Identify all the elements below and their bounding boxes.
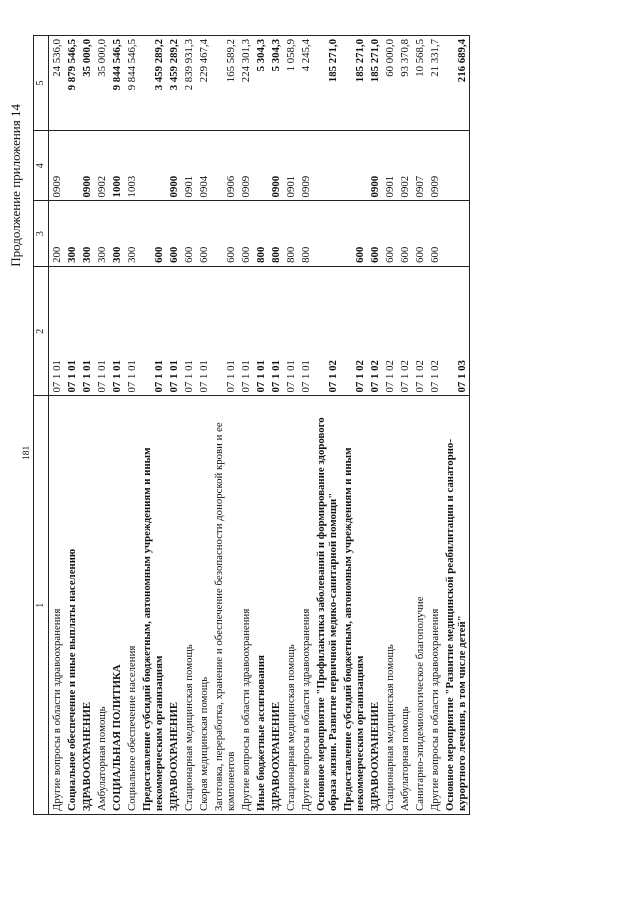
amount-cell: 10 568,5: [412, 36, 427, 131]
row-name-cell: Стационарная медицинская помощь: [382, 396, 397, 815]
target-article-cell: 07 1 01: [298, 266, 313, 396]
table-row: [109, 36, 124, 815]
amount-cell: 4 245,4: [298, 36, 313, 131]
row-name-cell: Иные бюджетные ассигнования: [253, 396, 268, 815]
table-row: [253, 36, 268, 815]
target-article-cell: 07 1 01: [268, 266, 283, 396]
budget-table: [33, 35, 470, 815]
target-article-cell: 07 1 01: [49, 266, 65, 396]
expense-type-cell: 800: [298, 201, 313, 266]
table-row: [427, 36, 442, 815]
amount-cell: 1 058,9: [283, 36, 298, 131]
table-row: [64, 36, 79, 815]
row-name-cell: Социальное обеспечение населения: [124, 396, 139, 815]
table-row: [313, 36, 340, 815]
section-cell: [253, 131, 268, 201]
expense-type-cell: 600: [196, 201, 211, 266]
row-name-cell: Социальное обеспечение и иные выплаты населению: [64, 396, 79, 815]
amount-cell: 2 839 931,3: [181, 36, 196, 131]
table-body: [49, 36, 470, 815]
target-article-cell: 07 1 01: [109, 266, 124, 396]
row-name-cell: Стационарная медицинская помощь: [283, 396, 298, 815]
appendix-label: Продолжение приложения 14: [8, 104, 23, 267]
table-row: [367, 36, 382, 815]
row-name-cell: Скорая медицинская помощь: [196, 396, 211, 815]
section-cell: 0901: [382, 131, 397, 201]
target-article-cell: 07 1 02: [412, 266, 427, 396]
section-cell: 0909: [238, 131, 253, 201]
expense-type-cell: 300: [109, 201, 124, 266]
target-article-cell: 07 1 02: [367, 266, 382, 396]
expense-type-cell: 600: [397, 201, 412, 266]
amount-cell: 185 271,0: [340, 36, 367, 131]
target-article-cell: 07 1 01: [166, 266, 181, 396]
target-article-cell: 07 1 02: [313, 266, 340, 396]
section-cell: [139, 131, 166, 201]
row-name-cell: Амбулаторная помощь: [397, 396, 412, 815]
amount-cell: 9 844 546,5: [124, 36, 139, 131]
expense-type-cell: 300: [94, 201, 109, 266]
table-row: [442, 36, 470, 815]
expense-type-cell: 600: [181, 201, 196, 266]
section-cell: 0900: [268, 131, 283, 201]
expense-type-cell: 800: [253, 201, 268, 266]
section-cell: 0900: [367, 131, 382, 201]
column-header-5: 5: [34, 36, 49, 131]
table-row: [397, 36, 412, 815]
section-cell: [442, 131, 470, 201]
amount-cell: 185 271,0: [367, 36, 382, 131]
expense-type-cell: 600: [211, 201, 238, 266]
table-row: [124, 36, 139, 815]
table-row: [382, 36, 397, 815]
row-name-cell: ЗДРАВООХРАНЕНИЕ: [79, 396, 94, 815]
row-name-cell: Другие вопросы в области здравоохранения: [238, 396, 253, 815]
target-article-cell: 07 1 01: [181, 266, 196, 396]
row-name-cell: ЗДРАВООХРАНЕНИЕ: [166, 396, 181, 815]
target-article-cell: 07 1 01: [238, 266, 253, 396]
expense-type-cell: 600: [340, 201, 367, 266]
section-cell: 0909: [49, 131, 65, 201]
section-cell: 0901: [283, 131, 298, 201]
table-row: [412, 36, 427, 815]
expense-type-cell: 600: [427, 201, 442, 266]
row-name-cell: ЗДРАВООХРАНЕНИЕ: [367, 396, 382, 815]
expense-type-cell: 300: [124, 201, 139, 266]
table-row: [196, 36, 211, 815]
table-row: [166, 36, 181, 815]
amount-cell: 24 536,0: [49, 36, 65, 131]
amount-cell: 185 271,0: [313, 36, 340, 131]
section-cell: 0909: [427, 131, 442, 201]
expense-type-cell: 600: [367, 201, 382, 266]
expense-type-cell: 800: [268, 201, 283, 266]
amount-cell: 216 689,4: [442, 36, 470, 131]
expense-type-cell: 300: [79, 201, 94, 266]
row-name-cell: Основное мероприятие "Профилактика заболеваний и формирование здорового образа жизни. Развитие первичной медико-санитарной помощи": [313, 396, 340, 815]
amount-cell: 35 000,0: [94, 36, 109, 131]
row-name-cell: Другие вопросы в области здравоохранения: [298, 396, 313, 815]
amount-cell: 93 370,8: [397, 36, 412, 131]
section-cell: 0909: [298, 131, 313, 201]
expense-type-cell: 200: [49, 201, 65, 266]
amount-cell: 9 844 546,5: [109, 36, 124, 131]
table-row: [238, 36, 253, 815]
target-article-cell: 07 1 01: [253, 266, 268, 396]
table-row: [49, 36, 65, 815]
table-row: [298, 36, 313, 815]
expense-type-cell: 600: [166, 201, 181, 266]
page-number: 181: [22, 445, 32, 460]
expense-type-cell: 600: [238, 201, 253, 266]
section-cell: 0904: [196, 131, 211, 201]
amount-cell: 224 301,3: [238, 36, 253, 131]
section-cell: [313, 131, 340, 201]
expense-type-cell: 300: [64, 201, 79, 266]
expense-type-cell: 800: [283, 201, 298, 266]
row-name-cell: Заготовка, переработка, хранение и обеспечение безопасности донорской крови и ее компонентов: [211, 396, 238, 815]
section-cell: 1000: [109, 131, 124, 201]
target-article-cell: 07 1 02: [427, 266, 442, 396]
table-row: [181, 36, 196, 815]
amount-cell: 21 331,7: [427, 36, 442, 131]
section-cell: 0907: [412, 131, 427, 201]
target-article-cell: 07 1 01: [94, 266, 109, 396]
target-article-cell: 07 1 03: [442, 266, 470, 396]
expense-type-cell: 600: [382, 201, 397, 266]
target-article-cell: 07 1 01: [283, 266, 298, 396]
amount-cell: 5 304,3: [268, 36, 283, 131]
column-header-4: 4: [34, 131, 49, 201]
amount-cell: 165 589,2: [211, 36, 238, 131]
target-article-cell: 07 1 02: [340, 266, 367, 396]
section-cell: 0900: [79, 131, 94, 201]
expense-type-cell: [313, 201, 340, 266]
column-header-3: 3: [34, 201, 49, 266]
row-name-cell: СОЦИАЛЬНАЯ ПОЛИТИКА: [109, 396, 124, 815]
row-name-cell: Санитарно-эпидемиологическое благополучие: [412, 396, 427, 815]
expense-type-cell: 600: [412, 201, 427, 266]
amount-cell: 3 459 289,2: [139, 36, 166, 131]
table-row: [340, 36, 367, 815]
table-row: [94, 36, 109, 815]
row-name-cell: ЗДРАВООХРАНЕНИЕ: [268, 396, 283, 815]
target-article-cell: 07 1 01: [79, 266, 94, 396]
column-header-2: 2: [34, 266, 49, 396]
row-name-cell: Предоставление субсидий бюджетным, автономным учреждениям и иным некоммерческим организациям: [340, 396, 367, 815]
expense-type-cell: [442, 201, 470, 266]
target-article-cell: 07 1 01: [196, 266, 211, 396]
section-cell: 0901: [181, 131, 196, 201]
target-article-cell: 07 1 02: [397, 266, 412, 396]
target-article-cell: 07 1 01: [211, 266, 238, 396]
header-row: [34, 36, 49, 815]
amount-cell: 60 000,0: [382, 36, 397, 131]
amount-cell: 229 467,4: [196, 36, 211, 131]
table-row: [283, 36, 298, 815]
section-cell: 0902: [397, 131, 412, 201]
amount-cell: 5 304,3: [253, 36, 268, 131]
row-name-cell: Другие вопросы в области здравоохранения: [49, 396, 65, 815]
table-row: [211, 36, 238, 815]
amount-cell: 3 459 289,2: [166, 36, 181, 131]
section-cell: 1003: [124, 131, 139, 201]
target-article-cell: 07 1 01: [124, 266, 139, 396]
section-cell: 0906: [211, 131, 238, 201]
target-article-cell: 07 1 02: [382, 266, 397, 396]
target-article-cell: 07 1 01: [64, 266, 79, 396]
row-name-cell: Основное мероприятие "Развитие медицинской реабилитации и санаторно-курортного лечения, в том числе детей": [442, 396, 470, 815]
row-name-cell: Другие вопросы в области здравоохранения: [427, 396, 442, 815]
row-name-cell: Амбулаторная помощь: [94, 396, 109, 815]
section-cell: [64, 131, 79, 201]
table-row: [268, 36, 283, 815]
amount-cell: 9 879 546,5: [64, 36, 79, 131]
amount-cell: 35 000,0: [79, 36, 94, 131]
table-row: [139, 36, 166, 815]
table-row: [79, 36, 94, 815]
section-cell: 0900: [166, 131, 181, 201]
row-name-cell: Предоставление субсидий бюджетным, автономным учреждениям и иным некоммерческим организациям: [139, 396, 166, 815]
column-header-1: 1: [34, 396, 49, 815]
section-cell: 0902: [94, 131, 109, 201]
expense-type-cell: 600: [139, 201, 166, 266]
section-cell: [340, 131, 367, 201]
row-name-cell: Стационарная медицинская помощь: [181, 396, 196, 815]
target-article-cell: 07 1 01: [139, 266, 166, 396]
